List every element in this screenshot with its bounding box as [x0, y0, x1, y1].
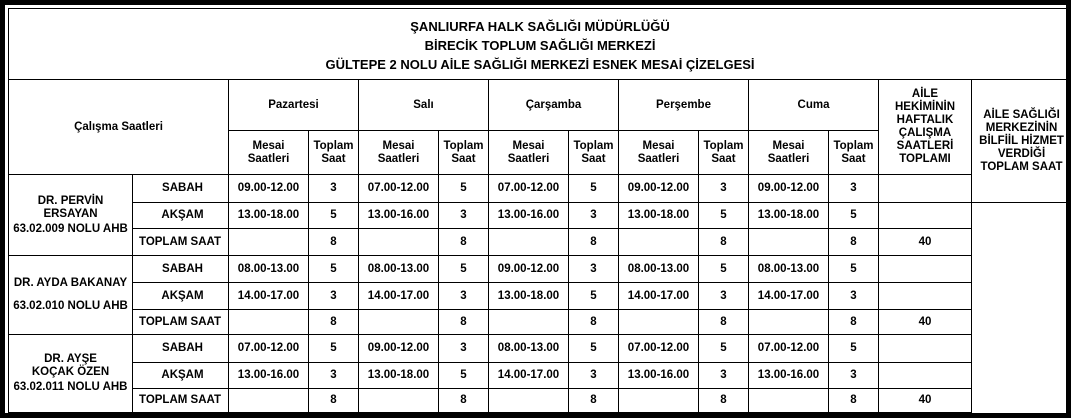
weekly-total-cell [879, 363, 972, 389]
toplam-hours-cell: 3 [829, 283, 879, 310]
toplam-hours-cell: 3 [309, 283, 359, 310]
toplam-hours-cell: 5 [309, 203, 359, 229]
toplam-hours-cell: 5 [439, 256, 489, 283]
toplam-hours-cell: 5 [309, 256, 359, 283]
mesai-time-cell [489, 229, 569, 256]
toplam-hours-cell: 8 [829, 229, 879, 256]
toplam-hours-cell: 8 [309, 389, 359, 413]
toplam-hours-cell: 5 [829, 335, 879, 363]
mesai-time-cell: 08.00-13.00 [359, 256, 439, 283]
table-row [9, 283, 1071, 310]
row-label: AKŞAM [133, 283, 229, 310]
weekly-total-cell: 40 [879, 310, 972, 335]
toplam-hours-cell: 3 [439, 283, 489, 310]
toplam-hours-cell: 5 [699, 203, 749, 229]
mesai-time-cell: 13.00-16.00 [749, 363, 829, 389]
toplam-hours-cell: 5 [569, 283, 619, 310]
mesai-time-cell [749, 389, 829, 413]
table-row [9, 363, 1071, 389]
toplam-hours-cell: 3 [569, 363, 619, 389]
toplam-hours-cell: 5 [439, 363, 489, 389]
sub-mesai: Mesai Saatleri [229, 131, 309, 175]
sub-mesai: Mesai Saatleri [749, 131, 829, 175]
table-row [9, 389, 1071, 413]
weekly-total-cell [879, 335, 972, 363]
toplam-hours-cell: 3 [309, 175, 359, 203]
table-row [9, 256, 1071, 283]
mesai-time-cell: 14.00-17.00 [229, 283, 309, 310]
toplam-hours-cell: 5 [699, 256, 749, 283]
mesai-time-cell [359, 389, 439, 413]
sub-mesai: Mesai Saatleri [359, 131, 439, 175]
mesai-time-cell: 09.00-12.00 [749, 175, 829, 203]
row-label: SABAH [133, 335, 229, 363]
doctor-name-line: 63.02.011 NOLU AHB [13, 381, 128, 393]
sub-toplam: Toplam Saat [699, 131, 749, 175]
header-center-total: AİLE SAĞLIĞI MERKEZİNİN BİLFİİL HİZMET VERDİĞİ TOPLAM SAAT [972, 80, 1071, 203]
mesai-time-cell [229, 389, 309, 413]
mesai-time-cell [489, 310, 569, 335]
row-label: SABAH [133, 256, 229, 283]
document-title [9, 9, 1071, 80]
toplam-hours-cell: 8 [569, 389, 619, 413]
mesai-time-cell: 13.00-18.00 [489, 283, 569, 310]
row-label: TOPLAM SAAT [133, 229, 229, 256]
toplam-hours-cell: 8 [699, 229, 749, 256]
sub-mesai: Mesai Saatleri [489, 131, 569, 175]
toplam-hours-cell: 8 [439, 229, 489, 256]
mesai-time-cell: 09.00-12.00 [359, 335, 439, 363]
doctor-name-line: DR. PERVİN ERSAYAN [37, 194, 104, 220]
sub-toplam: Toplam Saat [439, 131, 489, 175]
mesai-time-cell: 14.00-17.00 [619, 283, 699, 310]
mesai-time-cell [359, 310, 439, 335]
toplam-hours-cell: 5 [569, 335, 619, 363]
toplam-hours-cell: 8 [439, 310, 489, 335]
doctor-name-line: 63.02.010 NOLU AHB [13, 300, 128, 312]
mesai-time-cell [619, 310, 699, 335]
mesai-time-cell [359, 229, 439, 256]
toplam-hours-cell: 3 [439, 335, 489, 363]
table-row [9, 203, 1071, 229]
toplam-hours-cell: 3 [699, 175, 749, 203]
table-row [9, 335, 1071, 363]
mesai-time-cell: 13.00-18.00 [749, 203, 829, 229]
mesai-time-cell [229, 310, 309, 335]
mesai-time-cell: 07.00-12.00 [749, 335, 829, 363]
title-line-3: GÜLTEPE 2 NOLU AİLE SAĞLIĞI MERKEZİ ESNEK MESAİ ÇİZELGESİ [325, 56, 755, 72]
mesai-time-cell: 13.00-16.00 [229, 363, 309, 389]
mesai-time-cell: 08.00-13.00 [489, 335, 569, 363]
toplam-hours-cell: 3 [699, 363, 749, 389]
weekly-total-cell [879, 256, 972, 283]
toplam-hours-cell: 5 [699, 335, 749, 363]
mesai-time-cell: 14.00-17.00 [359, 283, 439, 310]
toplam-hours-cell: 8 [309, 310, 359, 335]
sub-toplam: Toplam Saat [569, 131, 619, 175]
table-row [9, 310, 1071, 335]
title-line-2: BİRECİK TOPLUM SAĞLIĞI MERKEZİ [424, 37, 656, 53]
toplam-hours-cell: 5 [439, 175, 489, 203]
mesai-time-cell [619, 389, 699, 413]
weekly-total-cell: 40 [879, 389, 972, 413]
toplam-hours-cell: 8 [309, 229, 359, 256]
row-label: TOPLAM SAAT [133, 310, 229, 335]
header-day-thursday: Perşembe [619, 80, 749, 131]
mesai-time-cell [749, 229, 829, 256]
mesai-time-cell: 07.00-12.00 [619, 335, 699, 363]
mesai-time-cell: 09.00-12.00 [229, 175, 309, 203]
toplam-hours-cell: 3 [699, 283, 749, 310]
title-line-1: ŞANLIURFA HALK SAĞLIĞI MÜDÜRLÜĞÜ [410, 18, 670, 34]
toplam-hours-cell: 5 [829, 203, 879, 229]
toplam-hours-cell: 8 [699, 389, 749, 413]
mesai-time-cell: 14.00-17.00 [489, 363, 569, 389]
toplam-hours-cell: 8 [439, 389, 489, 413]
sub-mesai: Mesai Saatleri [619, 131, 699, 175]
toplam-hours-cell: 8 [829, 310, 879, 335]
doctor-name-line: KOÇAK ÖZEN [31, 366, 110, 378]
sub-toplam: Toplam Saat [829, 131, 879, 175]
doctor-name-cell [9, 335, 133, 413]
mesai-time-cell [229, 229, 309, 256]
weekly-total-cell [879, 203, 972, 229]
mesai-time-cell [749, 310, 829, 335]
row-label: SABAH [133, 175, 229, 203]
header-calisma-saatleri: Çalışma Saatleri [9, 80, 229, 175]
toplam-hours-cell: 3 [309, 363, 359, 389]
doctor-name-cell [9, 175, 133, 256]
toplam-hours-cell: 8 [829, 389, 879, 413]
doctor-name-cell [9, 256, 133, 335]
mesai-time-cell [489, 389, 569, 413]
mesai-time-cell: 08.00-13.00 [749, 256, 829, 283]
toplam-hours-cell: 8 [569, 229, 619, 256]
mesai-time-cell: 09.00-12.00 [489, 256, 569, 283]
weekly-total-cell [879, 175, 972, 203]
schedule-table [8, 8, 1071, 413]
mesai-time-cell: 08.00-13.00 [619, 256, 699, 283]
header-day-friday: Cuma [749, 80, 879, 131]
doctor-name-line: 63.02.009 NOLU AHB [13, 222, 128, 235]
weekly-total-cell: 40 [879, 229, 972, 256]
row-label: TOPLAM SAAT [133, 389, 229, 413]
header-day-monday: Pazartesi [229, 80, 359, 131]
mesai-time-cell: 09.00-12.00 [619, 175, 699, 203]
header-weekly-total: AİLE HEKİMİNİN HAFTALIK ÇALIŞMA SAATLERİ TOPLAMI [879, 80, 972, 175]
toplam-hours-cell: 3 [439, 203, 489, 229]
toplam-hours-cell: 5 [829, 256, 879, 283]
doctor-name-line: DR. AYŞE [44, 353, 97, 365]
row-label: AKŞAM [133, 363, 229, 389]
mesai-time-cell: 13.00-18.00 [229, 203, 309, 229]
mesai-time-cell [619, 229, 699, 256]
mesai-time-cell: 14.00-17.00 [749, 283, 829, 310]
table-row [9, 229, 1071, 256]
header-day-wednesday: Çarşamba [489, 80, 619, 131]
mesai-time-cell: 07.00-12.00 [359, 175, 439, 203]
doctor-name-line: DR. AYDA BAKANAY [13, 277, 128, 289]
mesai-time-cell: 13.00-18.00 [619, 203, 699, 229]
mesai-time-cell: 13.00-18.00 [359, 363, 439, 389]
mesai-time-cell: 07.00-12.00 [229, 335, 309, 363]
toplam-hours-cell: 3 [569, 256, 619, 283]
mesai-time-cell: 13.00-16.00 [489, 203, 569, 229]
mesai-time-cell: 07.00-12.00 [489, 175, 569, 203]
toplam-hours-cell: 8 [569, 310, 619, 335]
row-label: AKŞAM [133, 203, 229, 229]
header-day-tuesday: Salı [359, 80, 489, 131]
toplam-hours-cell: 3 [829, 363, 879, 389]
table-row [9, 175, 1071, 203]
toplam-hours-cell: 8 [699, 310, 749, 335]
toplam-hours-cell: 3 [569, 203, 619, 229]
mesai-time-cell: 13.00-16.00 [359, 203, 439, 229]
mesai-time-cell: 13.00-16.00 [619, 363, 699, 389]
toplam-hours-cell: 5 [569, 175, 619, 203]
mesai-time-cell: 08.00-13.00 [229, 256, 309, 283]
toplam-hours-cell: 5 [309, 335, 359, 363]
weekly-total-cell [879, 283, 972, 310]
toplam-hours-cell: 3 [829, 175, 879, 203]
sub-toplam: Toplam Saat [309, 131, 359, 175]
